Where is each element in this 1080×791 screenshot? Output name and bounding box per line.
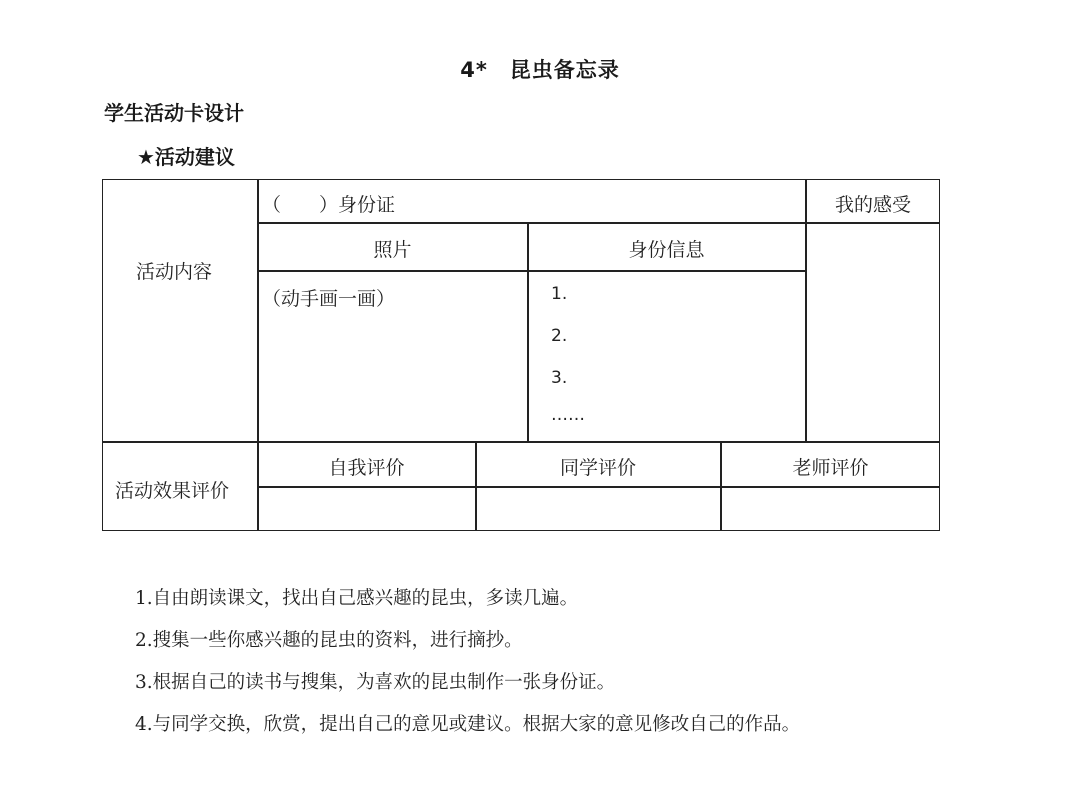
peer-evaluation-header: 同学评价 [559, 457, 636, 479]
identity-info-item: …… [551, 405, 585, 425]
lesson-title: 昆虫备忘录 [509, 58, 620, 82]
my-feeling-label: 我的感受 [834, 194, 911, 216]
lesson-number: 4* [460, 58, 488, 82]
identity-info-item: 1. [551, 284, 568, 304]
self-evaluation-header: 自我评价 [328, 457, 405, 479]
activity-suggestions-heading: ★活动建议 [137, 145, 235, 169]
id-card-label: （ ）身份证 [262, 194, 396, 216]
identity-info-item: 3. [551, 368, 568, 388]
table-rule [257, 486, 940, 488]
table-rule [102, 441, 940, 443]
instruction-item: 3.根据自己的读书与搜集，为喜欢的昆虫制作一张身份证。 [135, 672, 616, 693]
evaluation-label: 活动效果评价 [115, 480, 230, 502]
table-rule [805, 179, 807, 441]
identity-info-header: 身份信息 [628, 239, 705, 261]
instruction-item: 4.与同学交换，欣赏，提出自己的意见或建议。根据大家的意见修改自己的作品。 [135, 714, 801, 735]
instruction-item: 1.自由朗读课文，找出自己感兴趣的昆虫，多读几遍。 [135, 588, 579, 609]
identity-info-item: 2. [551, 326, 568, 346]
photo-header: 照片 [373, 239, 412, 261]
section-heading: 学生活动卡设计 [104, 101, 244, 125]
drawing-hint: （动手画一画） [262, 288, 396, 310]
activity-content-label: 活动内容 [136, 261, 213, 283]
teacher-evaluation-header: 老师评价 [792, 457, 869, 479]
instruction-item: 2.搜集一些你感兴趣的昆虫的资料，进行摘抄。 [135, 630, 523, 651]
document-title [0, 54, 1080, 84]
table-rule [257, 222, 940, 224]
table-rule [257, 270, 805, 272]
